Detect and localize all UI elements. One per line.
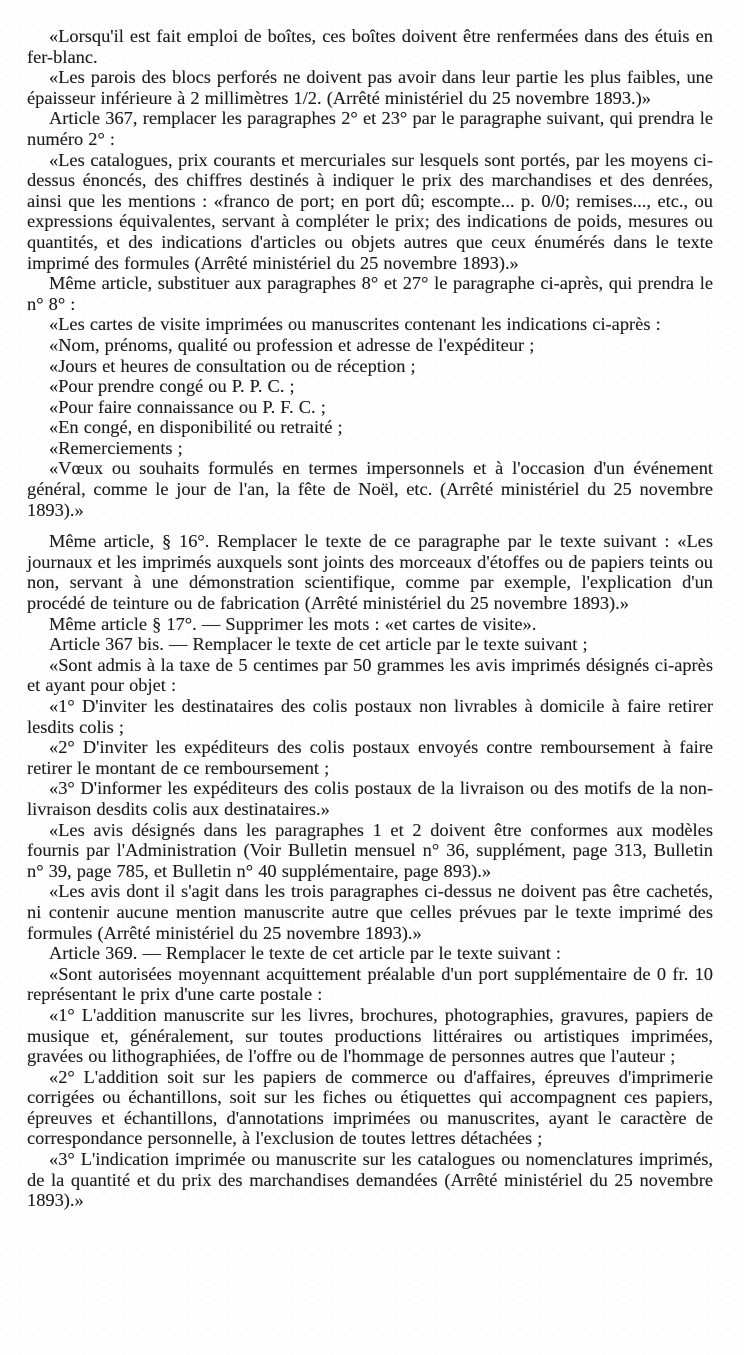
paragraph: «Les avis dont il s'agit dans les trois paragraphes ci-dessus ne doivent pas être cachetés, ni contenir aucune mention manuscrite autre que celles prévues par le texte imprimé des formules (Arrêté ministériel du 25 novembre 1893).» (27, 881, 713, 943)
paragraph: «1° L'addition manuscrite sur les livres, brochures, photographies, gravures, papiers de musique et, généralement, sur toutes productions littéraires ou artistiques imprimées, gravées ou lithographiées, de l'offre ou de l'hommage de personnes autres que l'auteur ; (27, 1004, 713, 1067)
paragraph: «Les avis désignés dans les paragraphes 1 et 2 doivent être conformes aux modèles fournis par l'Administration (Voir Bulletin mensuel n° 36, supplément, page 313, Bulletin n° 39, page 785, et Bulletin n° 40 supplémentaire, page 893).» (27, 819, 713, 881)
paragraph: «Pour prendre congé ou P. P. C. ; (49, 376, 295, 397)
paragraph: «Jours et heures de consultation ou de réception ; (49, 355, 416, 376)
paragraph: «Lorsqu'il est fait emploi de boîtes, ces boîtes doivent être renfermées dans des étuis en fer-blanc. (27, 26, 713, 67)
paragraph: «Les parois des blocs perforés ne doivent pas avoir dans leur partie les plus faibles, une épaisseur inférieure à 2 millimètres 1/2. (Arrêté ministériel du 25 novembre 1893.)» (27, 67, 713, 108)
paragraph: Même article, § 16°. Remplacer le texte de ce paragraphe par le texte suivant : «Les journaux et les imprimés auxquels sont joints des morceaux d'étoffes ou de papiers teints ou non, servant à une démonstration scientifique, comme par exemple, l'explication d'un procédé de teinture ou de fabrication (Arrêté ministériel du 25 novembre 1893).» (27, 531, 713, 614)
paragraph: Article 367, remplacer les paragraphes 2° et 23° par le paragraphe suivant, qui prendra le numéro 2° : (27, 108, 713, 149)
paragraph: «2° D'inviter les expéditeurs des colis postaux envoyés contre remboursement à faire retirer le montant de ce remboursement ; (27, 737, 713, 778)
paragraph: «Sont autorisées moyennant acquittement préalable d'un port supplémentaire de 0 fr. 10 représentant le prix d'une carte postale : (27, 963, 713, 1005)
paragraph: «Remerciements ; (49, 437, 183, 458)
paragraph: «Nom, prénoms, qualité ou profession et adresse de l'expéditeur ; (49, 334, 535, 355)
text-column (27, 26, 713, 1211)
paragraph: «2° L'addition soit sur les papiers de commerce ou d'affaires, épreuves d'imprimerie corrigées ou échantillons, soit sur les fiches ou étiquettes qui accompagnent ces papiers, épreuves et échantillons, d'annotations imprimées ou manuscrites, ayant le caractère de correspondance personnelle, à l'exclusion de toutes lettres détachées ; (27, 1066, 713, 1149)
paragraph: «1° D'inviter les destinataires des colis postaux non livrables à domicile à faire retirer lesdits colis ; (27, 696, 713, 737)
paragraph: «3° L'indication imprimée ou manuscrite sur les catalogues ou nomenclatures imprimés, de la quantité et du prix des marchandises demandées (Arrêté ministériel du 25 novembre 1893).» (27, 1149, 713, 1211)
paragraph: Même article, substituer aux paragraphes 8° et 27° le paragraphe ci-après, qui prendra le n° 8° : (27, 273, 713, 314)
paragraph: Article 369. — Remplacer le texte de cet article par le texte suivant : (49, 943, 562, 964)
paragraph: Article 367 bis. — Remplacer le texte de cet article par le texte suivant ; (49, 634, 588, 655)
paragraph: «3° D'informer les expéditeurs des colis postaux de la livraison ou des motifs de la non-livraison desdits colis aux destinataires.» (27, 778, 713, 819)
paragraph: «En congé, en disponibilité ou retraité ; (49, 417, 343, 438)
paragraph: «Les cartes de visite imprimées ou manuscrites contenant les indications ci-après : (49, 314, 661, 335)
paragraph: «Les catalogues, prix courants et mercuriales sur lesquels sont portés, par les moyens ci-dessus énoncés, des chiffres destinés à indiquer le prix des marchandises et des denrées, ainsi que les mentions : «franco de port; en port dû; escompte... p. 0/0; remises..., etc., ou expressions équivalentes, servant à compléter le prix; des indications de poids, mesures ou quantités, et des indications d'articles ou objets autres que ceux énumérés dans le texte imprimé des formules (Arrêté ministériel du 25 novembre 1893).» (27, 149, 713, 273)
paragraph: Même article § 17°. — Supprimer les mots : «et cartes de visite». (49, 613, 537, 634)
paragraph: «Sont admis à la taxe de 5 centimes par 50 grammes les avis imprimés désignés ci-après et ayant pour objet : (27, 654, 713, 696)
paragraph: «Vœux ou souhaits formulés en termes impersonnels et à l'occasion d'un événement général, comme le jour de l'an, la fête de Noël, etc. (Arrêté ministériel du 25 novembre 1893).» (27, 458, 713, 520)
paragraph: «Pour faire connaissance ou P. F. C. ; (49, 396, 326, 417)
